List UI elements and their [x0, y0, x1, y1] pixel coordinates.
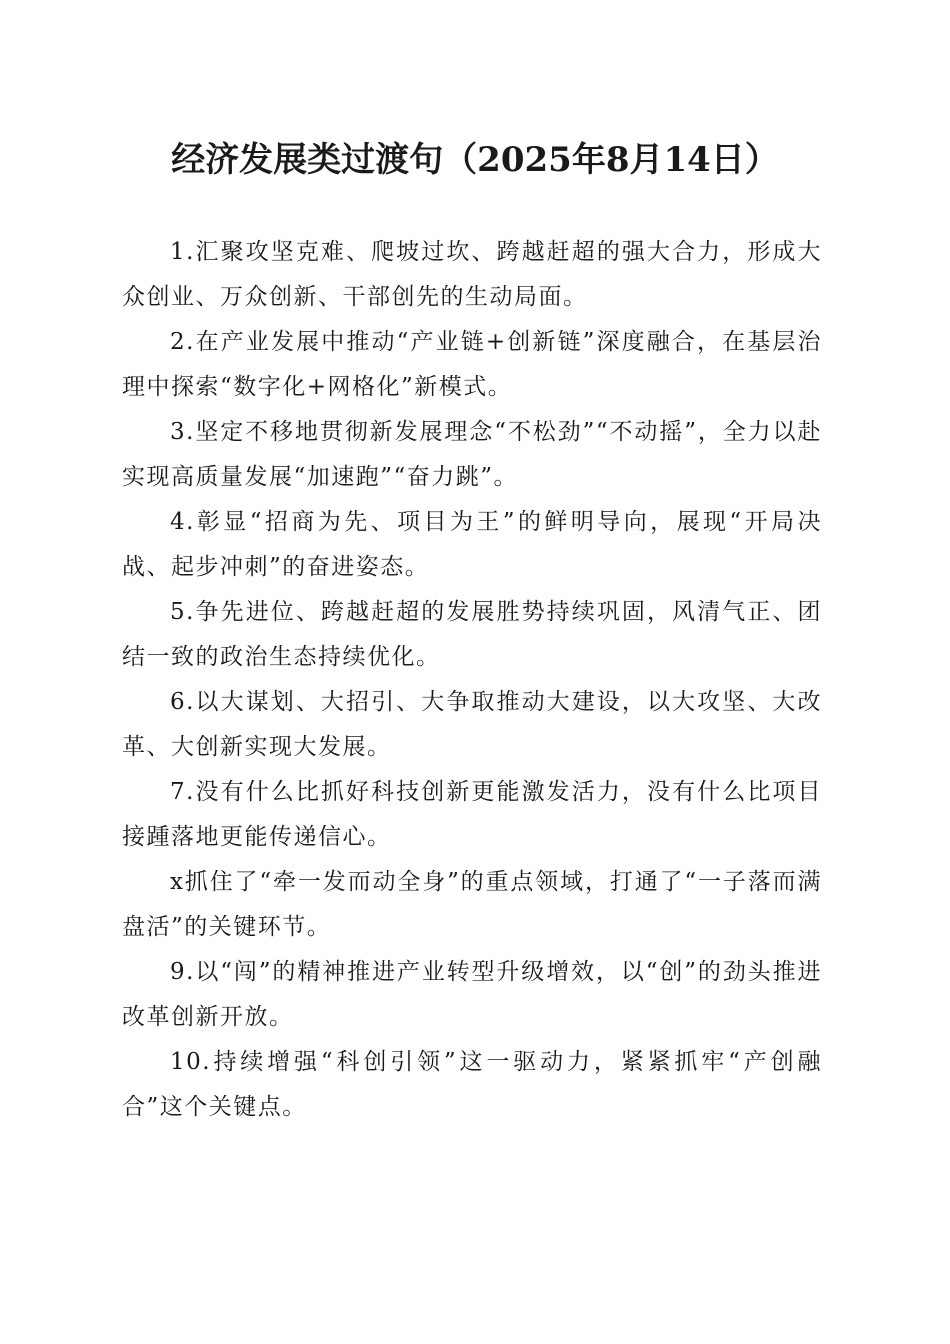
paragraph-1: 1.汇聚攻坚克难、爬坡过坎、跨越赶超的强大合力，形成大众创业、万众创新、干部创先的生动局面。: [122, 239, 822, 310]
paragraph-2: 2.在产业发展中推动“产业链+创新链”深度融合，在基层治理中探索“数字化+网格化”新模式。: [122, 329, 822, 400]
document-title: 经济发展类过渡句（2025年8月14日）: [171, 140, 779, 180]
paragraph-7: 7.没有什么比抓好科技创新更能激发活力，没有什么比项目接踵落地更能传递信心。: [122, 779, 822, 850]
paragraph-3: 3.坚定不移地贯彻新发展理念“不松劲”“不动摇”，全力以赴实现高质量发展“加速跑”“奋力跳”。: [122, 419, 822, 490]
paragraph-6: 6.以大谋划、大招引、大争取推动大建设，以大攻坚、大改革、大创新实现大发展。: [122, 689, 822, 760]
document-body: [122, 230, 822, 1130]
paragraph-4: 4.彰显“招商为先、项目为王”的鲜明导向，展现“开局决战、起步冲刺”的奋进姿态。: [122, 509, 822, 580]
paragraph-5: 5.争先进位、跨越赶超的发展胜势持续巩固，风清气正、团结一致的政治生态持续优化。: [122, 599, 822, 670]
paragraph-8: x抓住了“牵一发而动全身”的重点领域，打通了“一子落而满盘活”的关键环节。: [122, 869, 822, 940]
paragraph-9: 9.以“闯”的精神推进产业转型升级增效，以“创”的劲头推进改革创新开放。: [122, 959, 822, 1030]
paragraph-10: 10.持续增强“科创引领”这一驱动力，紧紧抓牢“产创融合”这个关键点。: [122, 1049, 822, 1120]
